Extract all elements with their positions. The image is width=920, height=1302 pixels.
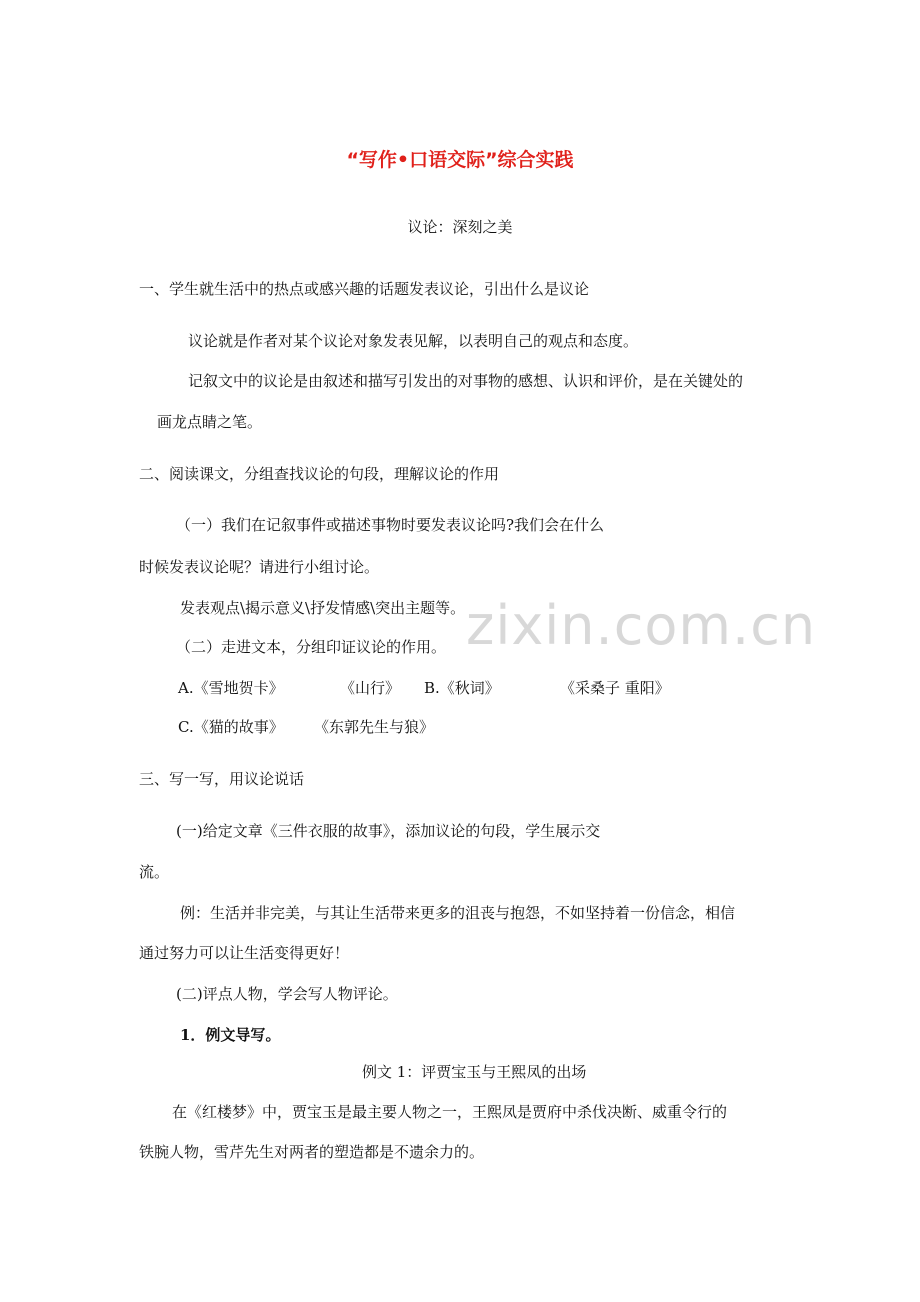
text-item-c-second: 《东郭先生与狼》 — [314, 718, 435, 736]
text-item-b: B.《秋词》 — [424, 679, 500, 697]
section3-heading: 三、写一写，用议论说话 — [139, 770, 305, 788]
section2-question1-line2: 时候发表议论呢？请进行小组讨论。 — [139, 558, 380, 576]
example-body-line1: 在《红楼梦》中，贾宝玉是最主要人物之一，王熙凤是贾府中杀伐决断、威重令行的 — [172, 1103, 728, 1121]
section2-answer: 发表观点\揭示意义\抒发情感\突出主题等。 — [180, 599, 466, 617]
section2-question2: （二）走进文本，分组印证议论的作用。 — [176, 638, 447, 656]
watermark: zixin.com.cn — [466, 594, 817, 657]
section1-paragraph1: 议论就是作者对某个议论对象发表见解，以表明自己的观点和态度。 — [188, 332, 639, 350]
text-item-a-second: 《山行》 — [340, 679, 401, 697]
text-item-c: C.《猫的故事》 — [178, 718, 284, 736]
section3-item1-line2: 流。 — [139, 863, 170, 881]
text-item-b-second: 《采桑子 重阳》 — [560, 679, 670, 697]
section3-item2: (二)评点人物，学会写人物评论。 — [176, 985, 398, 1003]
section3-example-line2: 通过努力可以让生活变得更好！ — [139, 944, 350, 962]
section1-paragraph2-line2: 画龙点睛之笔。 — [157, 413, 263, 431]
section3-step1: 1．例文导写。 — [180, 1026, 281, 1044]
section3-example-line1: 例：生活并非完美，与其让生活带来更多的沮丧与抱怨，不如坚持着一份信念，相信 — [180, 904, 736, 922]
section1-heading: 一、学生就生活中的热点或感兴趣的话题发表议论，引出什么是议论 — [139, 280, 590, 298]
example-title: 例文 1：评贾宝玉与王熙凤的出场 — [362, 1063, 587, 1081]
section3-item1-line1: (一)给定文章《三件衣服的故事》，添加议论的句段，学生展示交 — [176, 822, 601, 840]
document-subtitle: 议论：深刻之美 — [407, 218, 513, 236]
example-body-line2: 铁腕人物，雪芹先生对两者的塑造都是不遗余力的。 — [139, 1143, 485, 1161]
section1-paragraph2-line1: 记叙文中的议论是由叙述和描写引发出的对事物的感想、认识和评价，是在关键处的 — [188, 372, 744, 390]
text-item-a: A.《雪地贺卡》 — [178, 679, 284, 697]
document-title: “写作•口语交际”综合实践 — [346, 149, 574, 171]
section2-question1-line1: （一）我们在记叙事件或描述事物时要发表议论吗?我们会在什么 — [176, 516, 605, 534]
section2-heading: 二、阅读课文，分组查找议论的句段，理解议论的作用 — [139, 465, 500, 483]
